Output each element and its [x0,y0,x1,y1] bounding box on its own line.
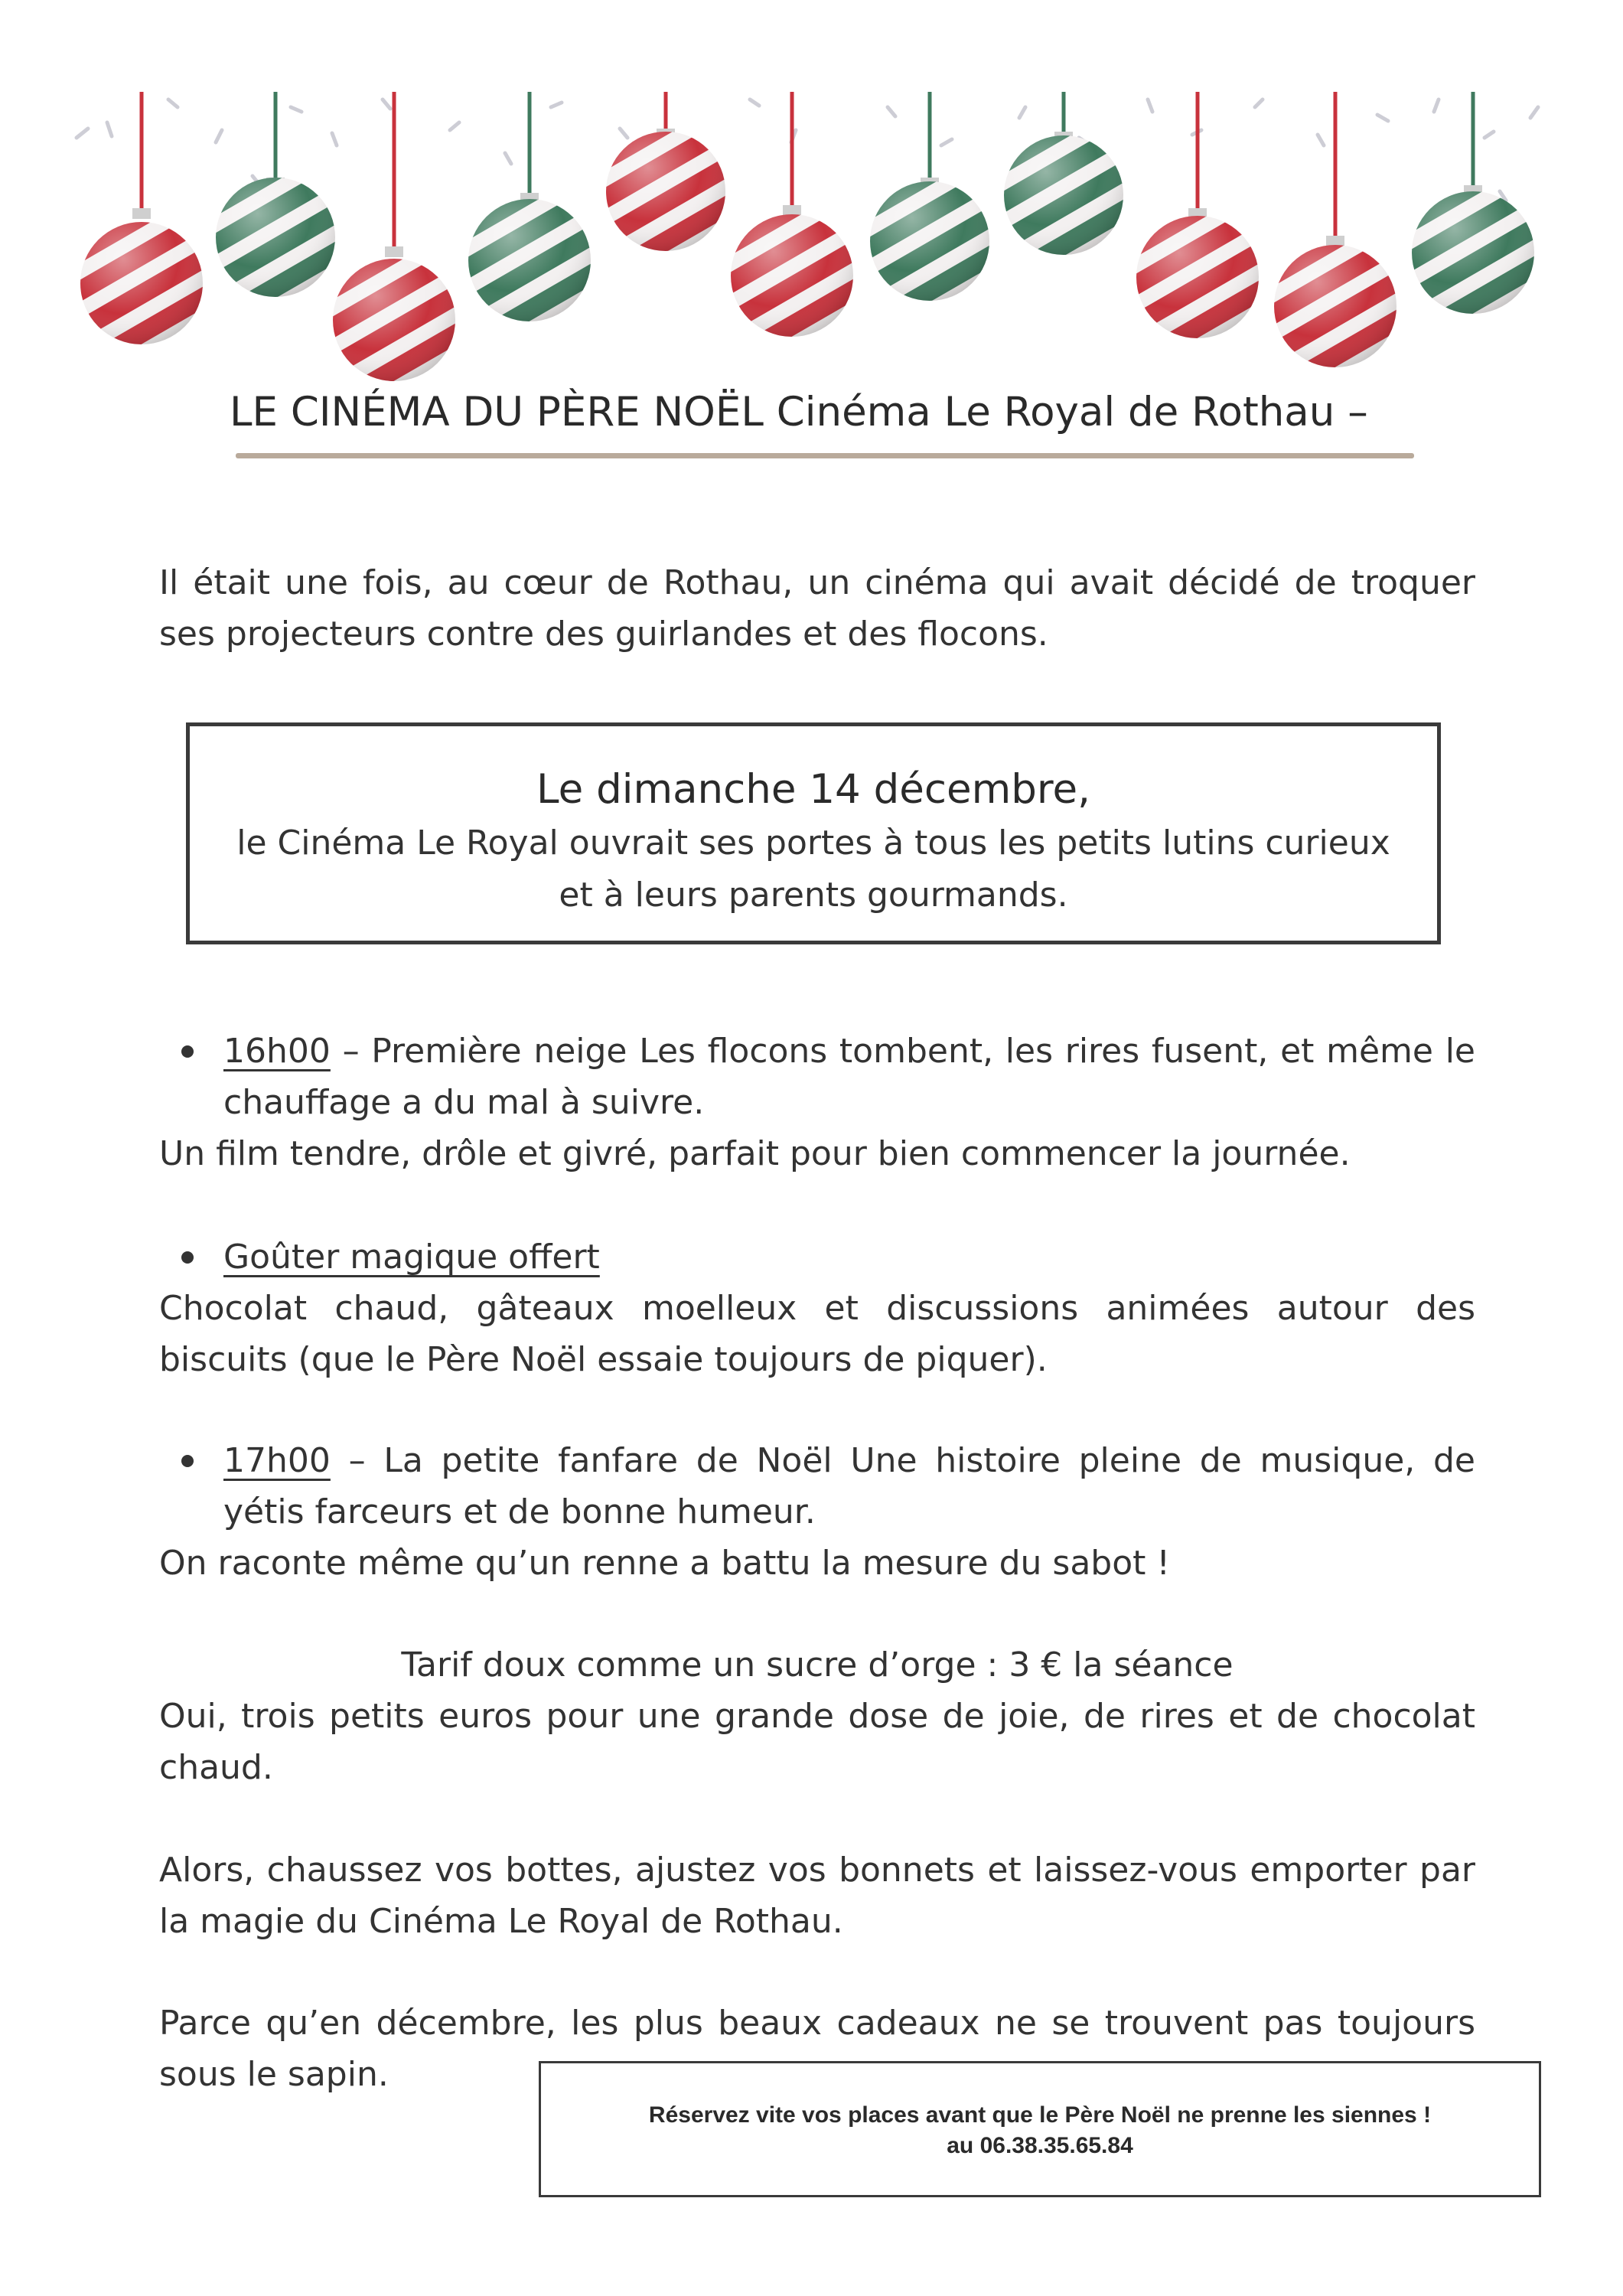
page-title: LE CINÉMA DU PÈRE NOËL Cinéma Le Royal de Rothau – [230,389,1368,435]
christmas-ornament-icon [1412,92,1534,314]
intro-paragraph: Il était une fois, au cœur de Rothau, un cinéma qui avait décidé de troquer ses projecteurs contre des guirlandes et des flocons. [159,563,1475,654]
event-item [223,1026,1475,1128]
reservation-text: Réservez vite vos places avant que le Père Noël ne prenne les siennes ! [648,2102,1432,2128]
christmas-ornament-icon [216,92,335,297]
christmas-ornaments-banner [61,77,1561,398]
christmas-ornament-icon [870,92,989,301]
event-item [223,1435,1475,1538]
event-text: – La petite fanfare de Noël Une histoire pleine de musique, de yétis farceurs et de bonne humeur. [223,1441,1475,1531]
date-line-2: et à leurs parents gourmands. [559,876,1068,915]
event-note: On raconte même qu’un renne a battu la mesure du sabot ! [159,1544,1171,1583]
event-time: Goûter magique offert [223,1238,600,1277]
reservation-phone: au 06.38.35.65.84 [947,2133,1133,2158]
closing-paragraph-1: Alors, chaussez vos bottes, ajustez vos bonnets et laissez-vous emporter par la magie du Cinéma Le Royal de Rothau. [159,1851,1475,1941]
reservation-box [539,2061,1541,2197]
event-note: Un film tendre, drôle et givré, parfait pour bien commencer la journée. [159,1134,1351,1173]
date-box [186,722,1441,944]
event-note: Chocolat chaud, gâteaux moelleux et discussions animées autour des biscuits (que le Père Noël essaie toujours de piquer). [159,1289,1475,1379]
christmas-ornament-icon [468,92,591,321]
date-line-1: le Cinéma Le Royal ouvrait ses portes à tous les petits lutins curieux [236,823,1390,863]
christmas-ornament-icon [731,92,853,337]
christmas-ornament-icon [606,92,725,251]
tarif-heading: Tarif doux comme un sucre d’orge : 3 € la séance [401,1645,1234,1684]
christmas-ornament-icon [333,92,455,381]
christmas-ornament-icon [1136,92,1259,338]
christmas-ornament-icon [80,92,203,344]
event-time: 16h00 [223,1032,331,1071]
event-item [223,1231,1475,1283]
closing-paragraph-2: Parce qu’en décembre, les plus beaux cadeaux ne se trouvent pas toujours sous le sapin. [159,2004,1475,2094]
date-heading: Le dimanche 14 décembre, [536,766,1090,813]
title-underline [236,453,1414,458]
event-text: – Première neige Les flocons tombent, les rires fusent, et même le chauffage a du mal à suivre. [223,1032,1475,1122]
tarif-text: Oui, trois petits euros pour une grande dose de joie, de rires et de chocolat chaud. [159,1697,1475,1787]
event-time: 17h00 [223,1441,331,1480]
christmas-ornament-icon [1274,92,1396,367]
